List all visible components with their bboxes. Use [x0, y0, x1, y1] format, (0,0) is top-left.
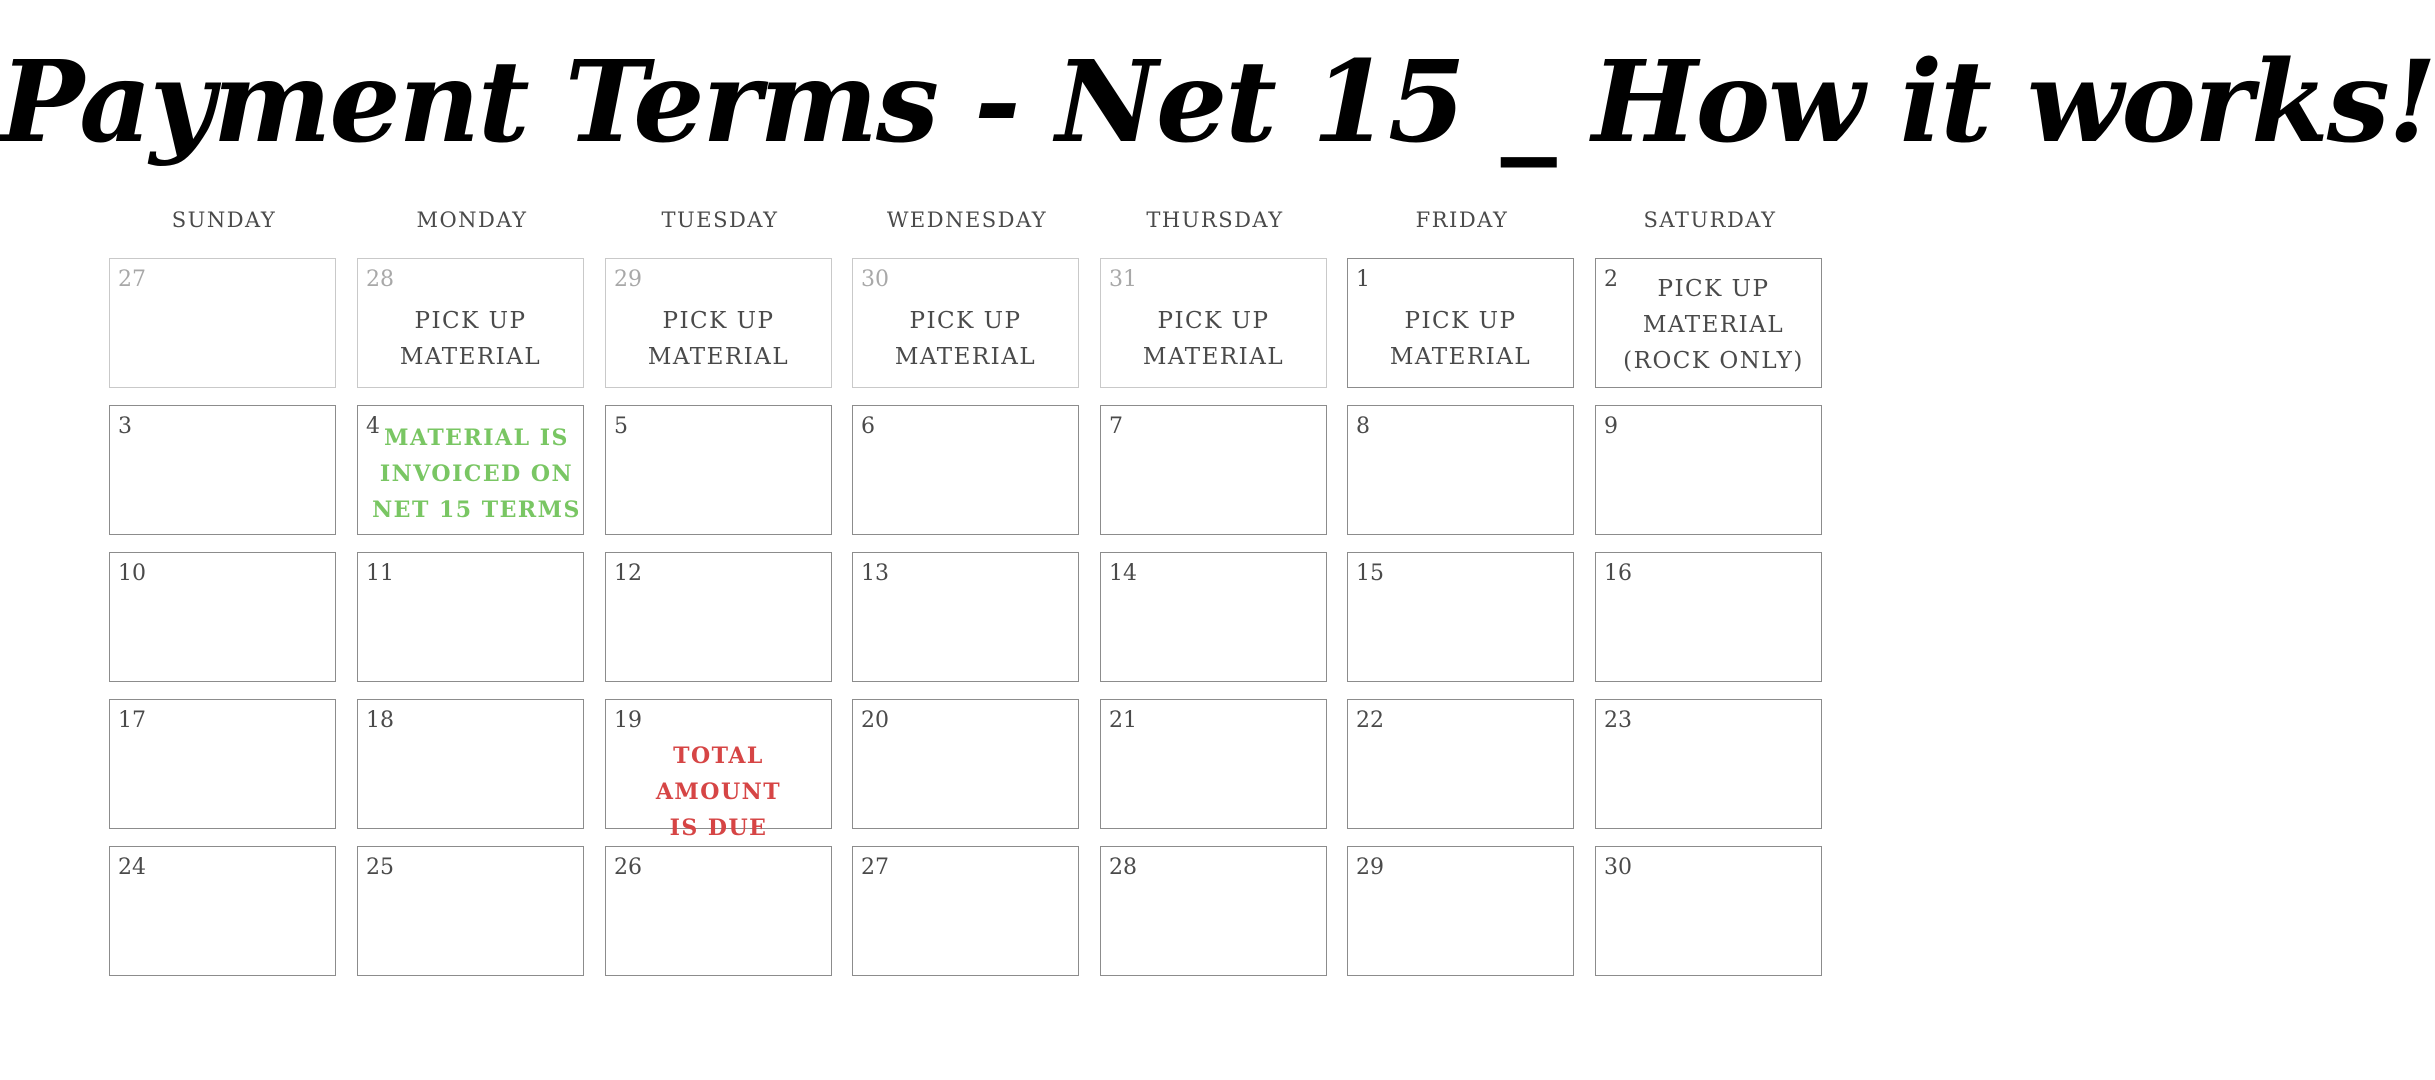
day-number: 27 [118, 267, 146, 292]
day-number: 2 [1604, 267, 1618, 292]
calendar-cell [109, 552, 336, 682]
calendar-cell [357, 699, 584, 829]
pickup-note: PICK UP MATERIAL [894, 308, 1037, 370]
calendar-cell [1595, 405, 1822, 535]
calendar-cell [357, 552, 584, 682]
day-number: 14 [1109, 561, 1137, 586]
calendar-cell [1100, 846, 1327, 976]
day-number: 17 [118, 708, 146, 733]
day-number: 3 [118, 414, 132, 439]
calendar-cell [109, 699, 336, 829]
day-number: 21 [1109, 708, 1137, 733]
calendar-cell [1100, 552, 1327, 682]
day-number: 19 [614, 708, 642, 733]
calendar-cell [357, 258, 584, 388]
calendar-cell [852, 699, 1079, 829]
calendar-cell [1347, 405, 1574, 535]
pickup-note: PICK UP MATERIAL [1389, 308, 1532, 370]
day-number: 16 [1604, 561, 1632, 586]
day-number: 15 [1356, 561, 1384, 586]
day-number: 27 [861, 855, 889, 880]
day-number: 4 [366, 414, 380, 439]
day-number: 30 [1604, 855, 1632, 880]
pickup-rock-note: PICK UP MATERIAL (ROCK ONLY) [1623, 276, 1804, 374]
day-number: 20 [861, 708, 889, 733]
day-number: 28 [1109, 855, 1137, 880]
calendar-cell [357, 405, 584, 535]
calendar-cell [605, 552, 832, 682]
calendar-cell [605, 699, 832, 841]
day-number: 28 [366, 267, 394, 292]
due-note: TOTAL AMOUNT IS DUE [655, 743, 782, 841]
day-header-friday: FRIDAY [1415, 208, 1509, 232]
day-number: 11 [366, 561, 394, 586]
day-number: 23 [1604, 708, 1632, 733]
calendar-cell [1100, 699, 1327, 829]
day-number: 5 [614, 414, 628, 439]
day-number: 22 [1356, 708, 1384, 733]
page-title: Payment Terms - Net 15 _ How it works! [0, 37, 2435, 168]
pickup-note: PICK UP MATERIAL [1142, 308, 1285, 370]
calendar-cell [1595, 552, 1822, 682]
pickup-note: PICK UP MATERIAL [647, 308, 790, 370]
day-number: 12 [614, 561, 642, 586]
day-header-sunday: SUNDAY [171, 208, 277, 232]
day-number: 8 [1356, 414, 1370, 439]
day-number: 1 [1356, 267, 1370, 292]
calendar-cell [1595, 699, 1822, 829]
calendar-cell [357, 846, 584, 976]
calendar-cell [1595, 258, 1822, 388]
day-header-thursday: THURSDAY [1146, 208, 1284, 232]
day-header-monday: MONDAY [416, 208, 528, 232]
calendar-cell [1347, 258, 1574, 388]
calendar-cell [1347, 552, 1574, 682]
calendar-cell [852, 846, 1079, 976]
calendar-cell [605, 258, 832, 388]
calendar-cell [852, 552, 1079, 682]
day-number: 18 [366, 708, 394, 733]
calendar-cell [1100, 258, 1327, 388]
day-number: 26 [614, 855, 642, 880]
calendar-cell [605, 405, 832, 535]
day-number: 9 [1604, 414, 1618, 439]
day-number: 31 [1109, 267, 1137, 292]
calendar-cell [1347, 699, 1574, 829]
calendar-cell [852, 258, 1079, 388]
day-number: 6 [861, 414, 875, 439]
day-header-tuesday: TUESDAY [661, 208, 779, 232]
day-number: 24 [118, 855, 146, 880]
pickup-note: PICK UP MATERIAL [399, 308, 542, 370]
calendar-cell [1100, 405, 1327, 535]
day-number: 10 [118, 561, 146, 586]
day-number: 7 [1109, 414, 1123, 439]
day-number: 25 [366, 855, 394, 880]
calendar-cell [852, 405, 1079, 535]
day-number: 29 [614, 267, 642, 292]
calendar-cell [1347, 846, 1574, 976]
invoice-note: MATERIAL IS INVOICED ON NET 15 TERMS [372, 425, 581, 523]
day-header-saturday: SATURDAY [1643, 208, 1777, 232]
day-header-wednesday: WEDNESDAY [886, 208, 1048, 232]
day-number: 29 [1356, 855, 1384, 880]
calendar-cell [605, 846, 832, 976]
day-number: 30 [861, 267, 889, 292]
day-number: 13 [861, 561, 889, 586]
calendar-cell [1595, 846, 1822, 976]
calendar-cell [109, 405, 336, 535]
calendar-cell [109, 258, 336, 388]
calendar-cell [109, 846, 336, 976]
